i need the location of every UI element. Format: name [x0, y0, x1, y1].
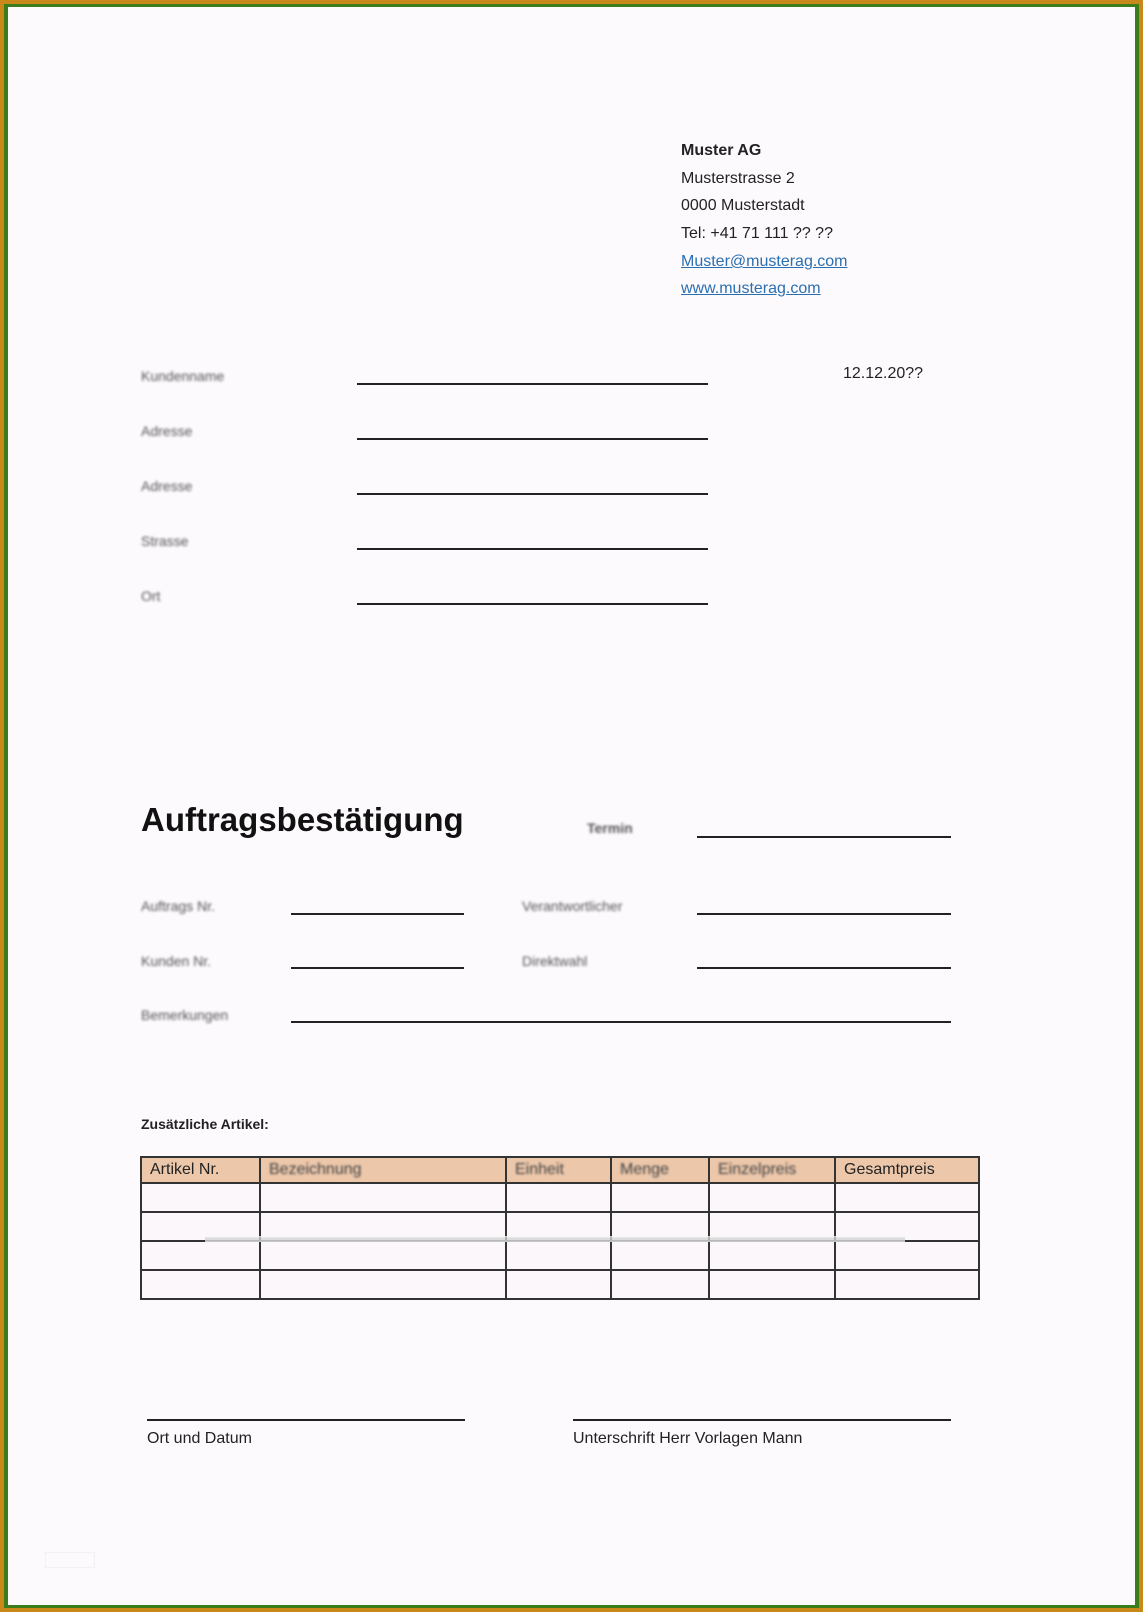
document-title: Auftragsbestätigung: [141, 801, 464, 838]
termin-label: Termin: [587, 820, 633, 836]
place-date-label: Ort und Datum: [147, 1430, 252, 1447]
signature-line[interactable]: [573, 1419, 951, 1421]
company-city: 0000 Musterstadt: [681, 197, 805, 214]
remarks-line[interactable]: [291, 1021, 951, 1023]
table-cell[interactable]: [709, 1183, 835, 1212]
customer-number-line[interactable]: [291, 967, 464, 969]
customer-number-label: Kunden Nr.: [141, 953, 212, 969]
table-cell[interactable]: [141, 1183, 260, 1212]
faint-watermark-box: [45, 1552, 95, 1568]
column-header-unit: Einheit: [506, 1157, 611, 1183]
company-website-link[interactable]: www.musterag.com: [681, 280, 821, 297]
column-header-total-price: Gesamtpreis: [835, 1157, 979, 1183]
company-phone: Tel: +41 71 111 ?? ??: [681, 225, 833, 242]
items-header-row: [141, 1157, 979, 1183]
table-cell[interactable]: [506, 1183, 611, 1212]
customer-street-label: Strasse: [141, 533, 189, 549]
termin-line[interactable]: [697, 836, 951, 838]
table-row: [141, 1241, 979, 1270]
direct-dial-line[interactable]: [697, 967, 951, 969]
document-date: 12.12.20??: [843, 365, 924, 382]
table-cell[interactable]: [709, 1270, 835, 1299]
customer-address2-line[interactable]: [357, 493, 708, 495]
table-cell[interactable]: [141, 1270, 260, 1299]
customer-name-line[interactable]: [357, 383, 708, 385]
responsible-line[interactable]: [697, 913, 951, 915]
table-cell[interactable]: [611, 1270, 709, 1299]
place-date-line[interactable]: [147, 1419, 465, 1421]
order-number-line[interactable]: [291, 913, 464, 915]
table-cell[interactable]: [835, 1270, 979, 1299]
remarks-label: Bemerkungen: [141, 1007, 229, 1023]
table-cell[interactable]: [611, 1241, 709, 1270]
customer-address1-line[interactable]: [357, 438, 708, 440]
column-header-unit-price: Einzelpreis: [709, 1157, 835, 1183]
customer-address1-label: Adresse: [141, 423, 193, 439]
items-table: [140, 1156, 980, 1300]
customer-name-label: Kundenname: [141, 368, 225, 384]
customer-city-line[interactable]: [357, 603, 708, 605]
customer-street-line[interactable]: [357, 548, 708, 550]
table-row: [141, 1270, 979, 1299]
customer-address2-label: Adresse: [141, 478, 193, 494]
table-cell[interactable]: [506, 1241, 611, 1270]
column-header-quantity: Menge: [611, 1157, 709, 1183]
scan-artifact-stripe: [205, 1236, 905, 1242]
company-street: Musterstrasse 2: [681, 170, 795, 187]
company-email-link[interactable]: Muster@musterag.com: [681, 253, 848, 270]
items-heading: Zusätzliche Artikel:: [141, 1116, 269, 1132]
table-cell[interactable]: [260, 1241, 506, 1270]
company-name: Muster AG: [681, 142, 762, 159]
table-cell[interactable]: [260, 1270, 506, 1299]
signature-label: Unterschrift Herr Vorlagen Mann: [573, 1430, 803, 1447]
table-cell[interactable]: [835, 1183, 979, 1212]
table-cell[interactable]: [611, 1183, 709, 1212]
table-cell[interactable]: [709, 1241, 835, 1270]
order-number-label: Auftrags Nr.: [141, 898, 215, 914]
table-cell[interactable]: [835, 1241, 979, 1270]
table-cell[interactable]: [260, 1183, 506, 1212]
column-header-article-number: Artikel Nr.: [141, 1157, 260, 1183]
direct-dial-label: Direktwahl: [522, 953, 588, 969]
responsible-label: Verantwortlicher: [522, 898, 623, 914]
customer-city-label: Ort: [141, 588, 161, 604]
column-header-description: Bezeichnung: [260, 1157, 506, 1183]
table-row: [141, 1183, 979, 1212]
table-cell[interactable]: [141, 1241, 260, 1270]
table-cell[interactable]: [506, 1270, 611, 1299]
